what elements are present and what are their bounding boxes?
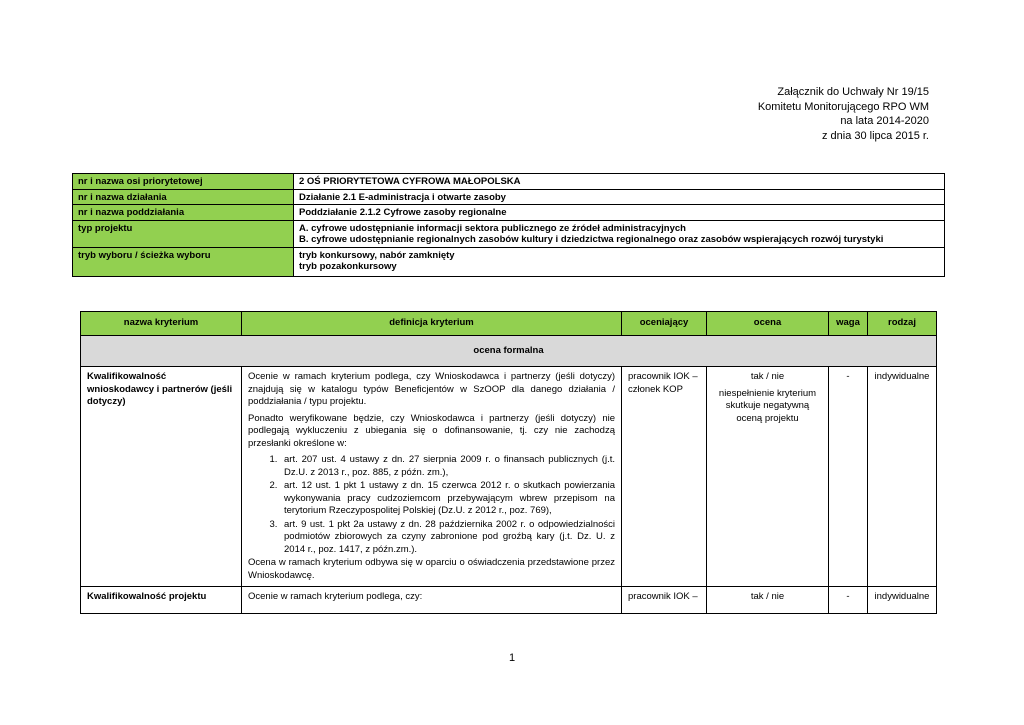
- info-row: [73, 220, 945, 247]
- criterion-weight: -: [829, 367, 868, 587]
- info-label: tryb wyboru / ścieżka wyboru: [73, 247, 294, 276]
- page-number: 1: [508, 652, 516, 664]
- info-row: [73, 205, 945, 221]
- section-title: ocena formalna: [81, 336, 937, 367]
- list-item: 2. art. 12 ust. 1 pkt 1 ustawy z dn. 15 czerwca 2012 r. o skutkach powierzania wykonywania pracy cudzoziemcom przebywającym wbrew przepisom na terytorium Rzeczypospolitej Polskiej (Dz.U. z 2012 r., poz. 769),: [280, 480, 615, 518]
- definition-paragraph: Ponadto weryfikowane będzie, czy Wnioskodawca i partnerzy (jeśli dotyczy) nie podlegają wykluczeniu z ubiegania się o dofinansowanie, tj. czy nie zachodzą przesłanki określone w:: [248, 412, 615, 449]
- legal-basis-list: [248, 454, 615, 556]
- selection-mode-a: tryb konkursowy, nabór zamknięty: [299, 249, 455, 261]
- list-item: 3. art. 9 ust. 1 pkt 2a ustawy z dn. 28 października 2002 r. o odpowiedzialności podmiotów zbiorowych za czyny zabronione pod groźbą kary (j.t. Dz. U. z 2014 r., poz. 1417, z późn.zm.).: [280, 519, 615, 557]
- criterion-type: indywidualne: [868, 587, 937, 614]
- list-item: 1. art. 207 ust. 4 ustawy z dn. 27 sierpnia 2009 r. o finansach publicznych (j.t. Dz.U. z 2013 r., poz. 885, z późn. zm.),: [280, 454, 615, 479]
- column-header-definition: definicja kryterium: [242, 312, 622, 336]
- selection-mode-b: tryb pozakonkursowy: [299, 261, 397, 272]
- info-value: Poddziałanie 2.1.2 Cyfrowe zasoby regionalne: [294, 205, 945, 221]
- criterion-weight: -: [829, 587, 868, 614]
- assessment-note: niespełnienie kryterium skutkuje negatywną oceną projektu: [718, 387, 817, 424]
- criterion-evaluator: pracownik IOK – członek KOP: [622, 367, 707, 587]
- criterion-row: [81, 367, 937, 587]
- project-type-b: B. cyfrowe udostępnianie regionalnych zasobów kultury i dziedzictwa regionalnego oraz zasobów wspierających rozwój turystyki: [299, 234, 884, 245]
- column-header-evaluator: oceniający: [622, 312, 707, 336]
- header-line-1: Załącznik do Uchwały Nr 19/15: [777, 86, 929, 98]
- info-value: [294, 220, 945, 247]
- criteria-table: [80, 311, 937, 614]
- criterion-name: Kwalifikowalność wnioskodawcy i partnerów (jeśli dotyczy): [81, 367, 242, 587]
- program-info-table: [72, 173, 945, 277]
- info-row: [73, 189, 945, 205]
- definition-paragraph: Ocenie w ramach kryterium podlega, czy Wnioskodawca i partnerzy (jeśli dotyczy) znajdują się w katalogu typów Beneficjentów w SzOOP dla danego działania / poddziałania / typu projektu.: [248, 371, 615, 407]
- info-label: nr i nazwa osi priorytetowej: [73, 174, 294, 190]
- info-value: Działanie 2.1 E-administracja i otwarte zasoby: [294, 189, 945, 205]
- criterion-type: indywidualne: [868, 367, 937, 587]
- criterion-name: Kwalifikowalność projektu: [81, 587, 242, 614]
- project-type-a: A. cyfrowe udostępnianie informacji sektora publicznego ze źródeł administracyjnych: [299, 222, 686, 234]
- column-header-assessment: ocena: [707, 312, 829, 336]
- definition-paragraph: Ocena w ramach kryterium odbywa się w oparciu o oświadczenia przedstawione przez Wnioskodawcę.: [248, 557, 615, 581]
- info-label: nr i nazwa działania: [73, 189, 294, 205]
- info-value: 2 OŚ PRIORYTETOWA CYFROWA MAŁOPOLSKA: [294, 174, 945, 190]
- criterion-definition: [242, 367, 622, 587]
- info-value: [294, 247, 945, 276]
- criterion-assessment: tak / nie: [707, 587, 829, 614]
- document-header: [758, 85, 929, 143]
- criterion-definition: Ocenie w ramach kryterium podlega, czy:: [242, 587, 622, 614]
- column-header-weight: waga: [829, 312, 868, 336]
- assessment-value: tak / nie: [750, 371, 785, 382]
- header-line-4: z dnia 30 lipca 2015 r.: [821, 129, 929, 142]
- info-label: typ projektu: [73, 220, 294, 247]
- header-line-2: Komitetu Monitorującego RPO WM: [757, 100, 929, 113]
- criteria-header-row: [81, 312, 937, 336]
- column-header-type: rodzaj: [868, 312, 937, 336]
- header-line-3: na lata 2014-2020: [840, 115, 929, 127]
- criterion-row: [81, 587, 937, 614]
- column-header-name: nazwa kryterium: [81, 312, 242, 336]
- criterion-evaluator: pracownik IOK –: [622, 587, 707, 614]
- info-row: [73, 174, 945, 190]
- section-row: [81, 336, 937, 367]
- info-row: [73, 247, 945, 276]
- info-label: nr i nazwa poddziałania: [73, 205, 294, 221]
- criterion-assessment: [707, 367, 829, 587]
